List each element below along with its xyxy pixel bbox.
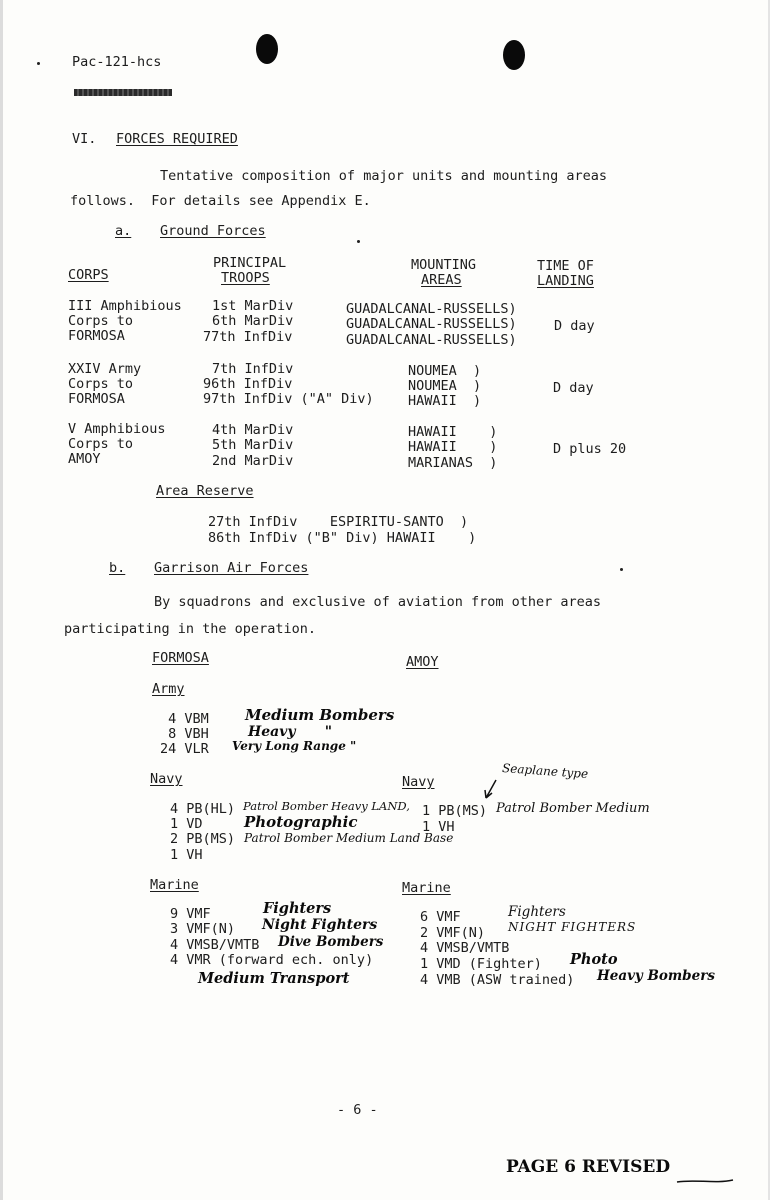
handwritten-note: Medium Transport xyxy=(198,970,350,987)
corps-name: III Amphibious xyxy=(68,298,182,314)
mounting-area: HAWAII ) xyxy=(408,439,498,455)
section-number: VI. xyxy=(72,131,97,147)
scan-speck xyxy=(37,62,40,65)
area-reserve-title: Area Reserve xyxy=(156,483,254,499)
squadron-typed: 4 VMR (forward ech. only) xyxy=(170,952,374,968)
squadron-typed: 24 VLR xyxy=(160,741,209,757)
squadron-typed: 6 VMF xyxy=(420,909,461,925)
handwritten-note: Seaplane type xyxy=(501,761,589,781)
amoy-marine-title: Marine xyxy=(402,880,451,896)
formosa-navy-title: Navy xyxy=(150,771,183,787)
landing-time: D plus 20 xyxy=(553,441,627,457)
header-troops-1: PRINCIPAL xyxy=(213,255,287,271)
troop: 77th InfDiv xyxy=(203,329,293,345)
annotation-arrow-icon xyxy=(480,778,500,802)
handwritten-note: Fighters xyxy=(263,900,332,917)
troop: 1st MarDiv xyxy=(212,298,294,314)
scan-left-edge xyxy=(0,0,3,1200)
reserve-row: 27th InfDiv ESPIRITU-SANTO ) xyxy=(208,514,469,530)
scan-speck xyxy=(357,240,360,243)
squadron-typed: 4 VBM xyxy=(160,711,209,727)
troop: 96th InfDiv xyxy=(203,376,293,392)
troop: 7th InfDiv xyxy=(212,361,294,377)
handwritten-note: Heavy " xyxy=(248,724,333,740)
squadron-typed: 1 VH xyxy=(170,847,203,863)
mounting-area: MARIANAS ) xyxy=(408,455,498,471)
header-troops-2: TROOPS xyxy=(221,270,270,286)
troop: 97th InfDiv ("A" Div) xyxy=(203,391,374,407)
squadron-typed: 2 VMF(N) xyxy=(420,925,486,941)
document-code: Pac-121-hcs xyxy=(72,54,162,70)
squadron-typed: 2 PB(MS) xyxy=(170,831,236,847)
air-intro-1: By squadrons and exclusive of aviation from other areas xyxy=(154,594,602,610)
header-areas-1: MOUNTING xyxy=(411,257,477,273)
punch-hole-right xyxy=(503,40,525,70)
corps-name: FORMOSA xyxy=(68,391,125,407)
troop: 4th MarDiv xyxy=(212,422,294,438)
section-title: FORCES REQUIRED xyxy=(116,131,238,147)
corps-name: V Amphibious xyxy=(68,421,166,437)
mounting-area: NOUMEA ) xyxy=(408,363,482,379)
scan-speck xyxy=(620,568,623,571)
squadron-typed: 3 VMF(N) xyxy=(170,921,236,937)
squadron-typed: 1 VH xyxy=(422,819,455,835)
handwritten-note: Dive Bombers xyxy=(278,934,384,950)
redacted-classification xyxy=(74,89,172,96)
intro-line-1: Tentative composition of major units and mounting areas xyxy=(160,168,608,184)
ground-title: Ground Forces xyxy=(160,223,266,239)
handwritten-underline xyxy=(675,1176,735,1186)
header-corps: CORPS xyxy=(68,267,109,283)
amoy-title: AMOY xyxy=(406,654,439,670)
air-marker: b. xyxy=(109,560,126,576)
squadron-typed: 4 VMSB/VMTB xyxy=(170,937,260,953)
handwritten-note: NIGHT FIGHTERS xyxy=(508,920,637,934)
squadron-typed: 1 VD xyxy=(170,816,203,832)
handwritten-note: Patrol Bomber Medium Land Base xyxy=(244,831,454,845)
corps-name: FORMOSA xyxy=(68,328,125,344)
page-number: - 6 - xyxy=(337,1102,378,1118)
squadron-typed: 1 PB(MS) xyxy=(422,803,488,819)
handwritten-note: Fighters xyxy=(508,904,566,920)
handwritten-note: Medium Bombers xyxy=(245,706,395,724)
squadron-typed: 1 VMD (Fighter) xyxy=(420,956,542,972)
handwritten-note: Very Long Range " xyxy=(232,739,357,753)
squadron-typed: 4 PB(HL) xyxy=(170,801,236,817)
landing-time: D day xyxy=(554,318,595,334)
mounting-area: GUADALCANAL-RUSSELLS) xyxy=(346,316,517,332)
mounting-area: NOUMEA ) xyxy=(408,378,482,394)
handwritten-revised-note: PAGE 6 REVISED xyxy=(506,1157,671,1177)
header-landing-1: TIME OF xyxy=(537,258,594,274)
formosa-army-title: Army xyxy=(152,681,185,697)
air-title: Garrison Air Forces xyxy=(154,560,309,576)
squadron-typed: 9 VMF xyxy=(170,906,211,922)
mounting-area: HAWAII ) xyxy=(408,393,482,409)
handwritten-note: Heavy Bombers xyxy=(597,968,715,984)
punch-hole-left xyxy=(256,34,278,64)
handwritten-note: Patrol Bomber Medium xyxy=(496,801,650,816)
squadron-typed: 4 VMSB/VMTB xyxy=(420,940,510,956)
ground-marker: a. xyxy=(115,223,132,239)
intro-line-2: follows. For details see Appendix E. xyxy=(70,193,371,209)
corps-name: Corps to xyxy=(68,313,134,329)
corps-name: Corps to xyxy=(68,436,134,452)
corps-name: Corps to xyxy=(68,376,134,392)
mounting-area: GUADALCANAL-RUSSELLS) xyxy=(346,301,517,317)
troop: 2nd MarDiv xyxy=(212,453,294,469)
squadron-typed: 4 VMB (ASW trained) xyxy=(420,972,575,988)
troop: 6th MarDiv xyxy=(212,313,294,329)
corps-name: AMOY xyxy=(68,451,101,467)
handwritten-note: Photographic xyxy=(244,813,358,831)
corps-name: XXIV Army xyxy=(68,361,142,377)
air-intro-2: participating in the operation. xyxy=(64,621,316,637)
handwritten-note: Night Fighters xyxy=(262,917,378,933)
mounting-area: GUADALCANAL-RUSSELLS) xyxy=(346,332,517,348)
handwritten-note: Photo xyxy=(570,951,618,968)
mounting-area: HAWAII ) xyxy=(408,424,498,440)
formosa-title: FORMOSA xyxy=(152,650,209,666)
squadron-typed: 8 VBH xyxy=(160,726,209,742)
reserve-row: 86th InfDiv ("B" Div) HAWAII ) xyxy=(208,530,477,546)
header-areas-2: AREAS xyxy=(421,272,462,288)
handwritten-note: Patrol Bomber Heavy LAND, xyxy=(243,799,410,813)
amoy-navy-title: Navy xyxy=(402,774,435,790)
header-landing-2: LANDING xyxy=(537,273,594,289)
landing-time: D day xyxy=(553,380,594,396)
formosa-marine-title: Marine xyxy=(150,877,199,893)
troop: 5th MarDiv xyxy=(212,437,294,453)
